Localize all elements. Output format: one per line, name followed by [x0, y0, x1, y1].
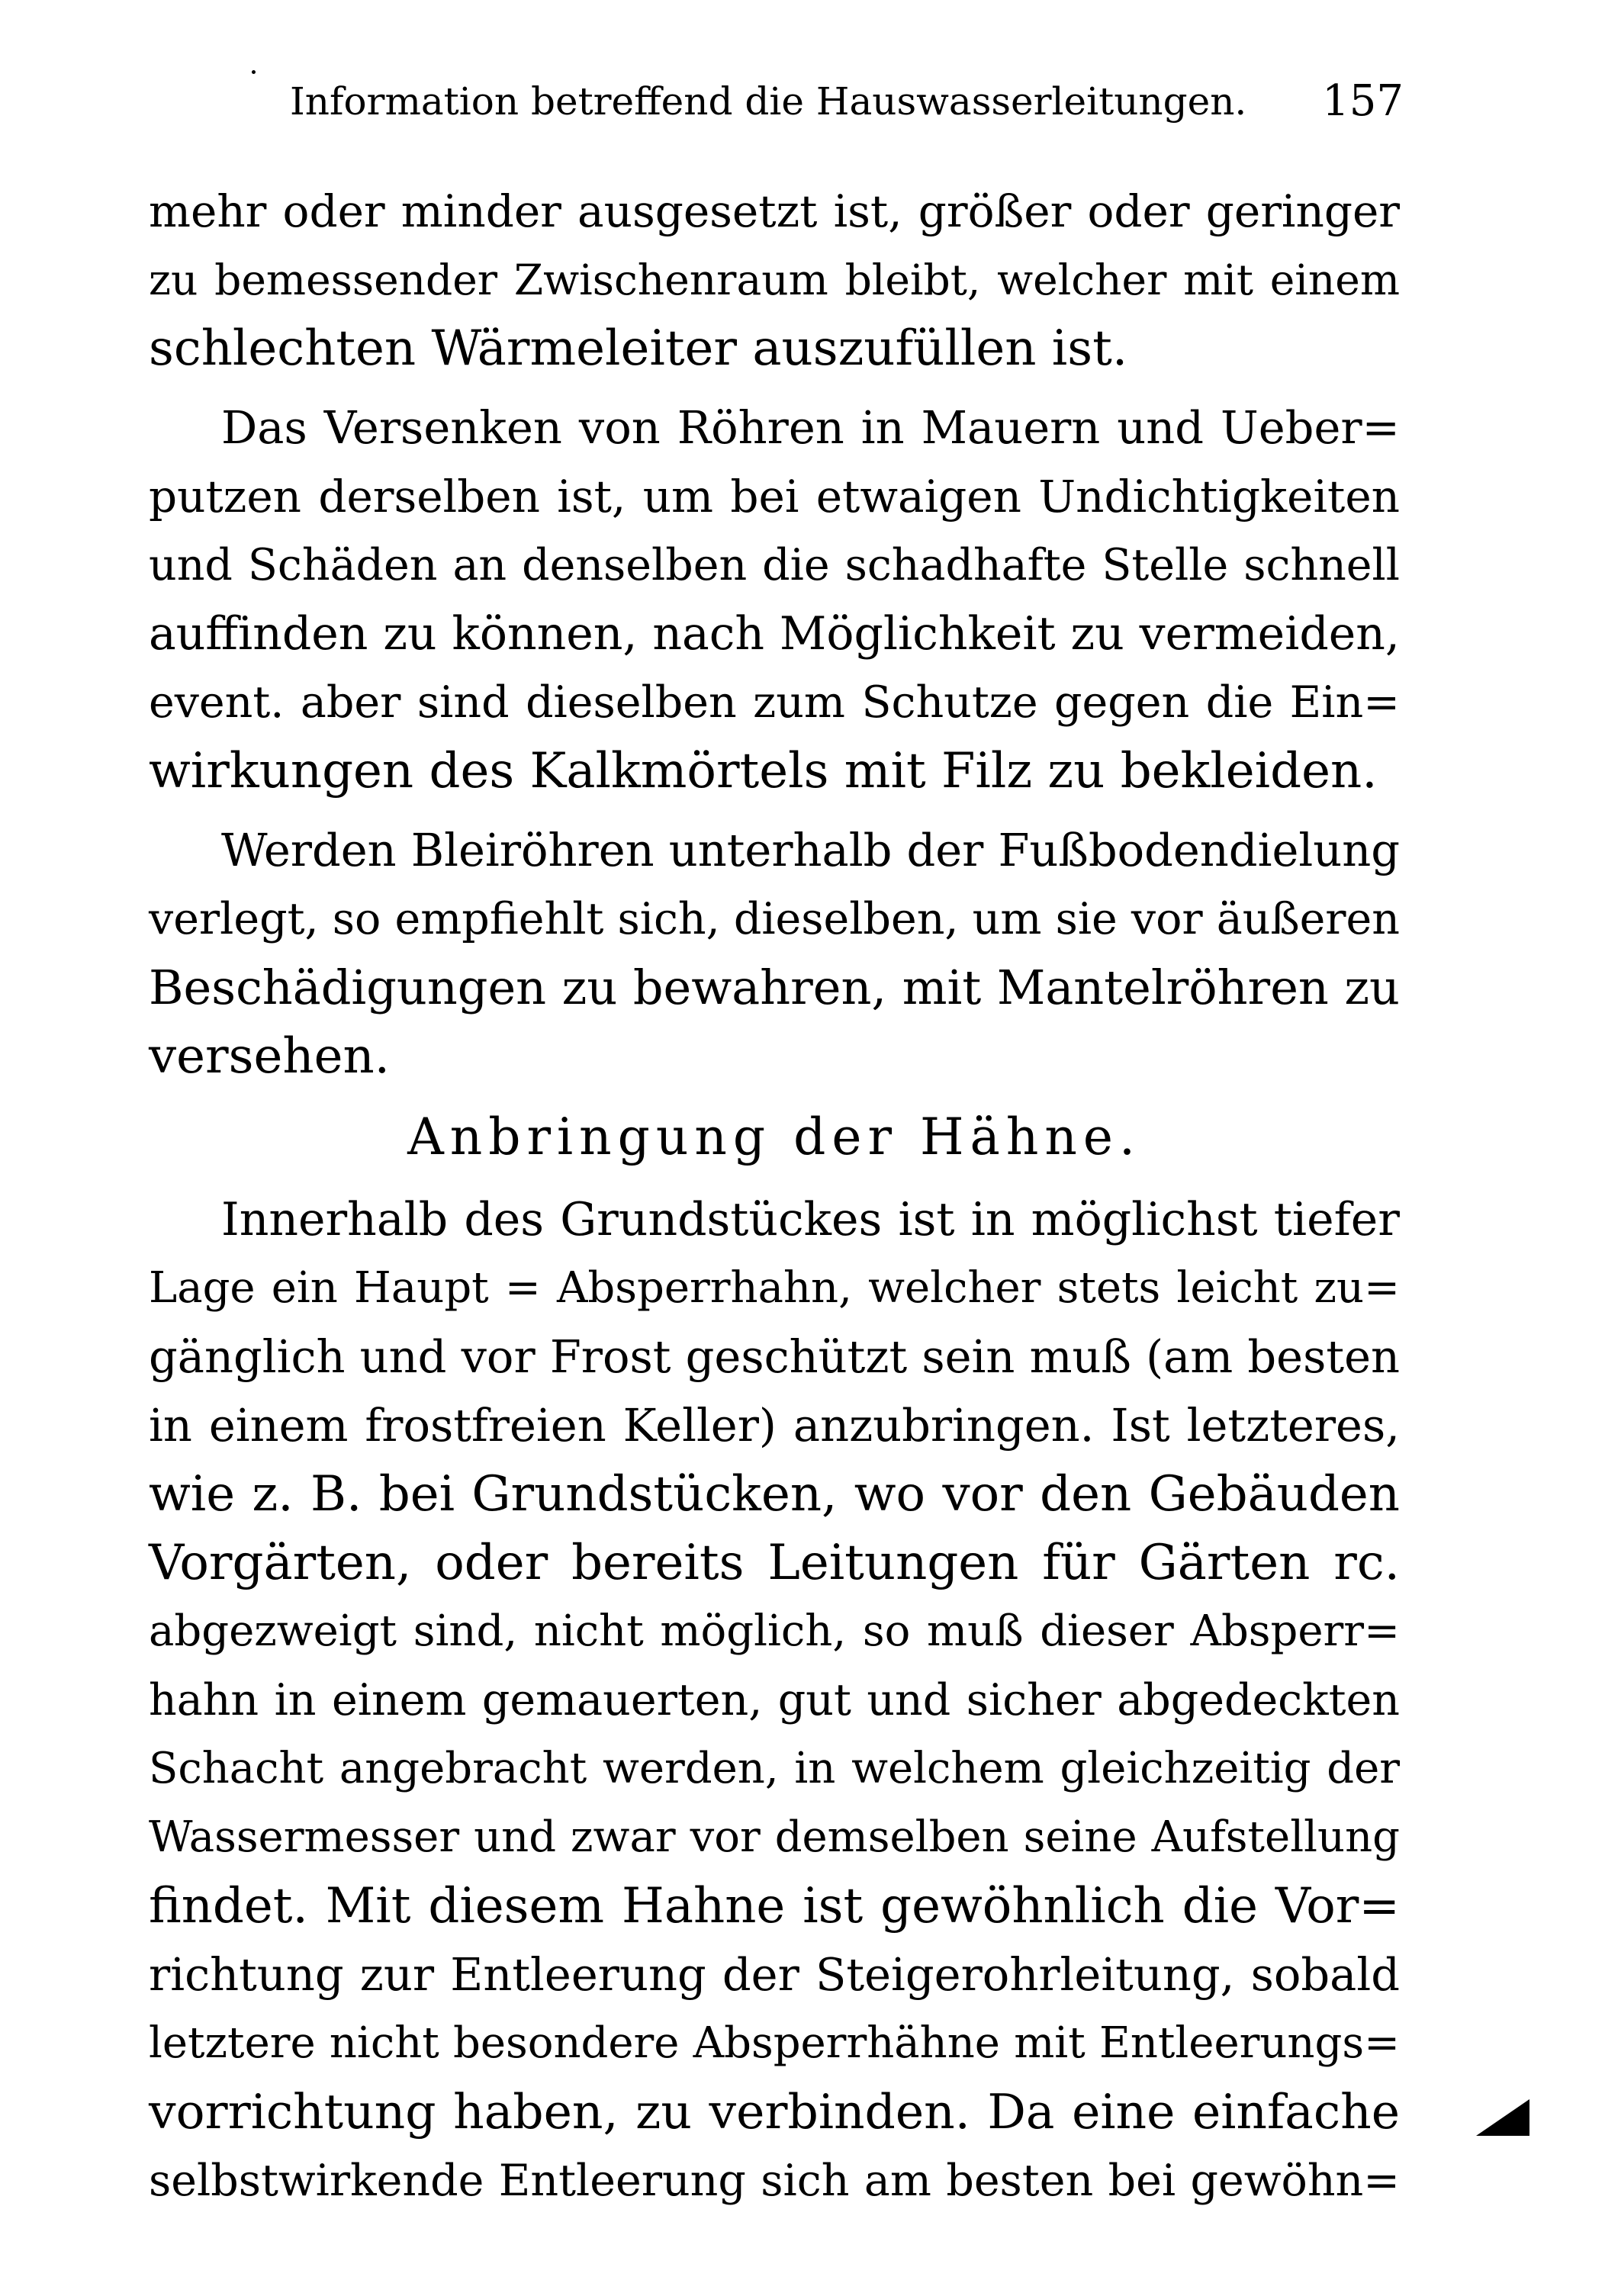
text-line: Werden Bleiröhren unterhalb der Fußbodendielung: [221, 824, 1400, 876]
text-line: gänglich und vor Frost geschützt sein muß (am besten: [149, 1330, 1400, 1383]
page-number: 157: [1322, 76, 1404, 126]
text-line: richtung zur Entleerung der Steigerohrleitung, sobald: [149, 1948, 1400, 2001]
running-title: Information betreffend die Hauswasserleitungen.: [290, 79, 1247, 124]
text-line: Vorgärten, oder bereits Leitungen für Gärten rc.: [149, 1535, 1400, 1591]
text-line: letztere nicht besondere Absperrhähne mit Entleerungs=: [149, 2018, 1400, 2068]
text-line: und Schäden an denselben die schadhafte Stelle schnell: [149, 540, 1400, 590]
text-line: in einem frostfreien Keller) anzubringen. Ist letzteres,: [149, 1399, 1400, 1452]
text-line: abgezweigt sind, nicht möglich, so muß dieser Absperr=: [149, 1606, 1400, 1656]
text-line: wie z. B. bei Grundstücken, wo vor den Gebäuden: [149, 1466, 1400, 1523]
text-line: hahn in einem gemauerten, gut und sicher abgedeckten: [149, 1675, 1400, 1725]
text-line: findet. Mit diesem Hahne ist gewöhnlich die Vor=: [149, 1878, 1400, 1934]
section-heading: Anbringung der Hähne.: [407, 1108, 1141, 1166]
text-line: zu bemessender Zwischenraum bleibt, welcher mit einem: [149, 256, 1400, 304]
text-line: Wassermesser und zwar vor demselben seine Aufstellung: [149, 1812, 1400, 1862]
text-line: vorrichtung haben, zu verbinden. Da eine einfache: [149, 2084, 1400, 2140]
text-line: wirkungen des Kalkmörtels mit Filz zu bekleiden.: [149, 743, 1378, 799]
text-line: auffinden zu können, nach Möglichkeit zu vermeiden,: [149, 607, 1400, 661]
text-line: putzen derselben ist, um bei etwaigen Undichtigkeiten: [149, 471, 1400, 523]
text-line: Lage ein Haupt = Absperrhahn, welcher stets leicht zu=: [149, 1263, 1400, 1313]
text-line: selbstwirkende Entleerung sich am besten bei gewöhn=: [149, 2156, 1400, 2206]
text-line: event. aber sind dieselben zum Schutze gegen die Ein=: [149, 677, 1400, 728]
running-header: [290, 67, 1404, 136]
text-line: Innerhalb des Grundstückes ist in möglichst tiefer: [221, 1193, 1400, 1246]
text-line: schlechten Wärmeleiter auszufüllen ist.: [149, 320, 1128, 377]
text-line: Schacht angebracht werden, in welchem gleichzeitig der: [149, 1744, 1400, 1793]
text-line: Das Versenken von Röhren in Mauern und Ueber=: [221, 401, 1400, 454]
print-speck: [252, 70, 256, 74]
page-corner-mark: [1476, 2099, 1529, 2136]
text-line: verlegt, so empfiehlt sich, dieselben, um sie vor äußeren: [149, 894, 1400, 944]
text-line: versehen.: [149, 1028, 390, 1085]
text-line: mehr oder minder ausgesetzt ist, größer oder geringer: [149, 185, 1400, 237]
text-line: Beschädigungen zu bewahren, mit Mantelröhren zu: [149, 960, 1400, 1015]
